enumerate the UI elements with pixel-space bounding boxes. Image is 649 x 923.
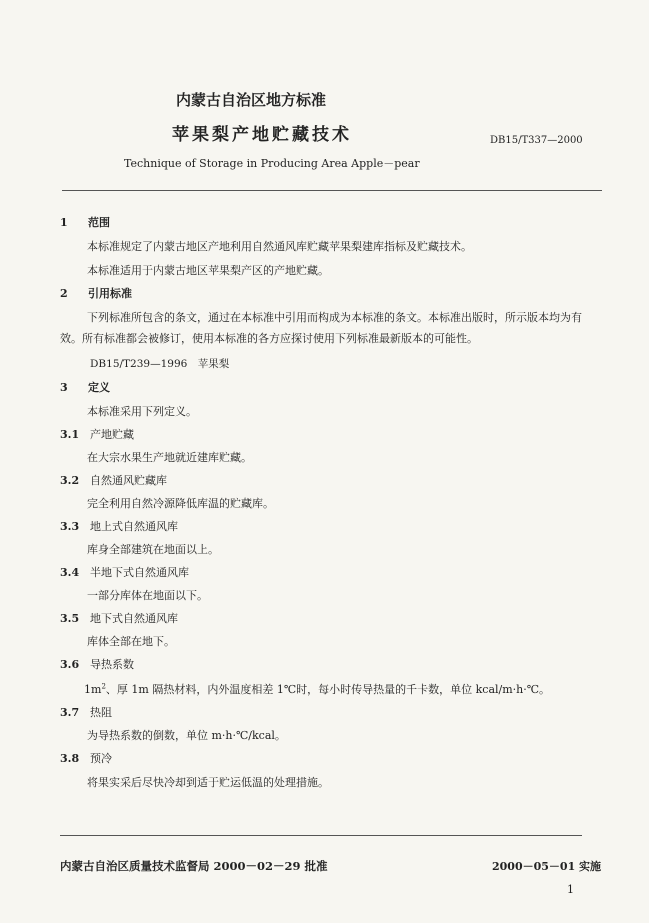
footer-rule [60,835,582,836]
definition-3-1-text: 在大宗水果生产地就近建库贮藏。 [87,451,252,464]
definition-3-7-heading: 3.7 热阻 [60,706,112,719]
definition-3-2-text: 完全利用自然冷源降低库温的贮藏库。 [87,497,274,510]
definition-3-2-heading: 3.2 自然通风贮藏库 [60,474,167,487]
definition-3-4-heading: 3.4 半地下式自然通风库 [60,566,189,579]
document-title-english: Technique of Storage in Producing Area Apple－pear [124,157,420,170]
definition-3-7-text: 为导热系数的倒数，单位 m·h·℃/kcal。 [87,729,286,742]
header-rule [62,190,602,191]
page-number: 1 [567,883,574,896]
section-3-heading: 3 定义 [60,381,110,394]
definition-3-6-text: $1m^2$、厚 1m 隔热材料，内外温度相差 1℃时，每小时传导热量的千卡数，单位 kcal/m·h·℃。 [84,682,551,696]
definition-3-6-heading: 3.6 导热系数 [60,658,134,671]
definition-3-3-heading: 3.3 地上式自然通风库 [60,520,178,533]
definition-3-3-text: 库身全部建筑在地面以上。 [87,543,219,556]
standard-org: 内蒙古自治区地方标准 [176,91,327,109]
section-1-paragraph-1: 本标准规定了内蒙古地区产地利用自然通风库贮藏苹果梨建库指标及贮藏技术。 [87,240,472,253]
referenced-standard: DB15/T239—1996 苹果梨 [90,358,230,370]
approval-date: 内蒙古自治区质量技术监督局 2000－02－29 批准 [60,859,328,873]
effective-date: 2000－05－01 实施 [492,860,602,873]
section-1-heading: 1 范围 [60,216,110,229]
section-1-paragraph-2: 本标准适用于内蒙古地区苹果梨产区的产地贮藏。 [87,264,329,277]
definition-3-4-text: 一部分库体在地面以下。 [87,589,208,602]
definition-3-5-heading: 3.5 地下式自然通风库 [60,612,178,625]
section-2-paragraph: 下列标准所包含的条文，通过在本标准中引用而构成为本标准的条文。本标准出版时，所示版本均为有效。所有标准都会被修订，使用本标准的各方应探讨使用下列标准最新版本的可能性。 [60,311,582,345]
document-title: 苹果梨产地贮藏技术 [172,125,352,145]
definition-3-5-text: 库体全部在地下。 [87,635,175,648]
section-2-heading: 2 引用标准 [60,287,132,300]
definition-3-8-heading: 3.8 预冷 [60,752,112,765]
definition-3-1-heading: 3.1 产地贮藏 [60,428,134,441]
section-3-paragraph: 本标准采用下列定义。 [87,405,197,418]
standard-code: DB15/T337—2000 [490,135,583,146]
definition-3-8-text: 将果实采后尽快冷却到适于贮运低温的处理措施。 [87,776,329,789]
